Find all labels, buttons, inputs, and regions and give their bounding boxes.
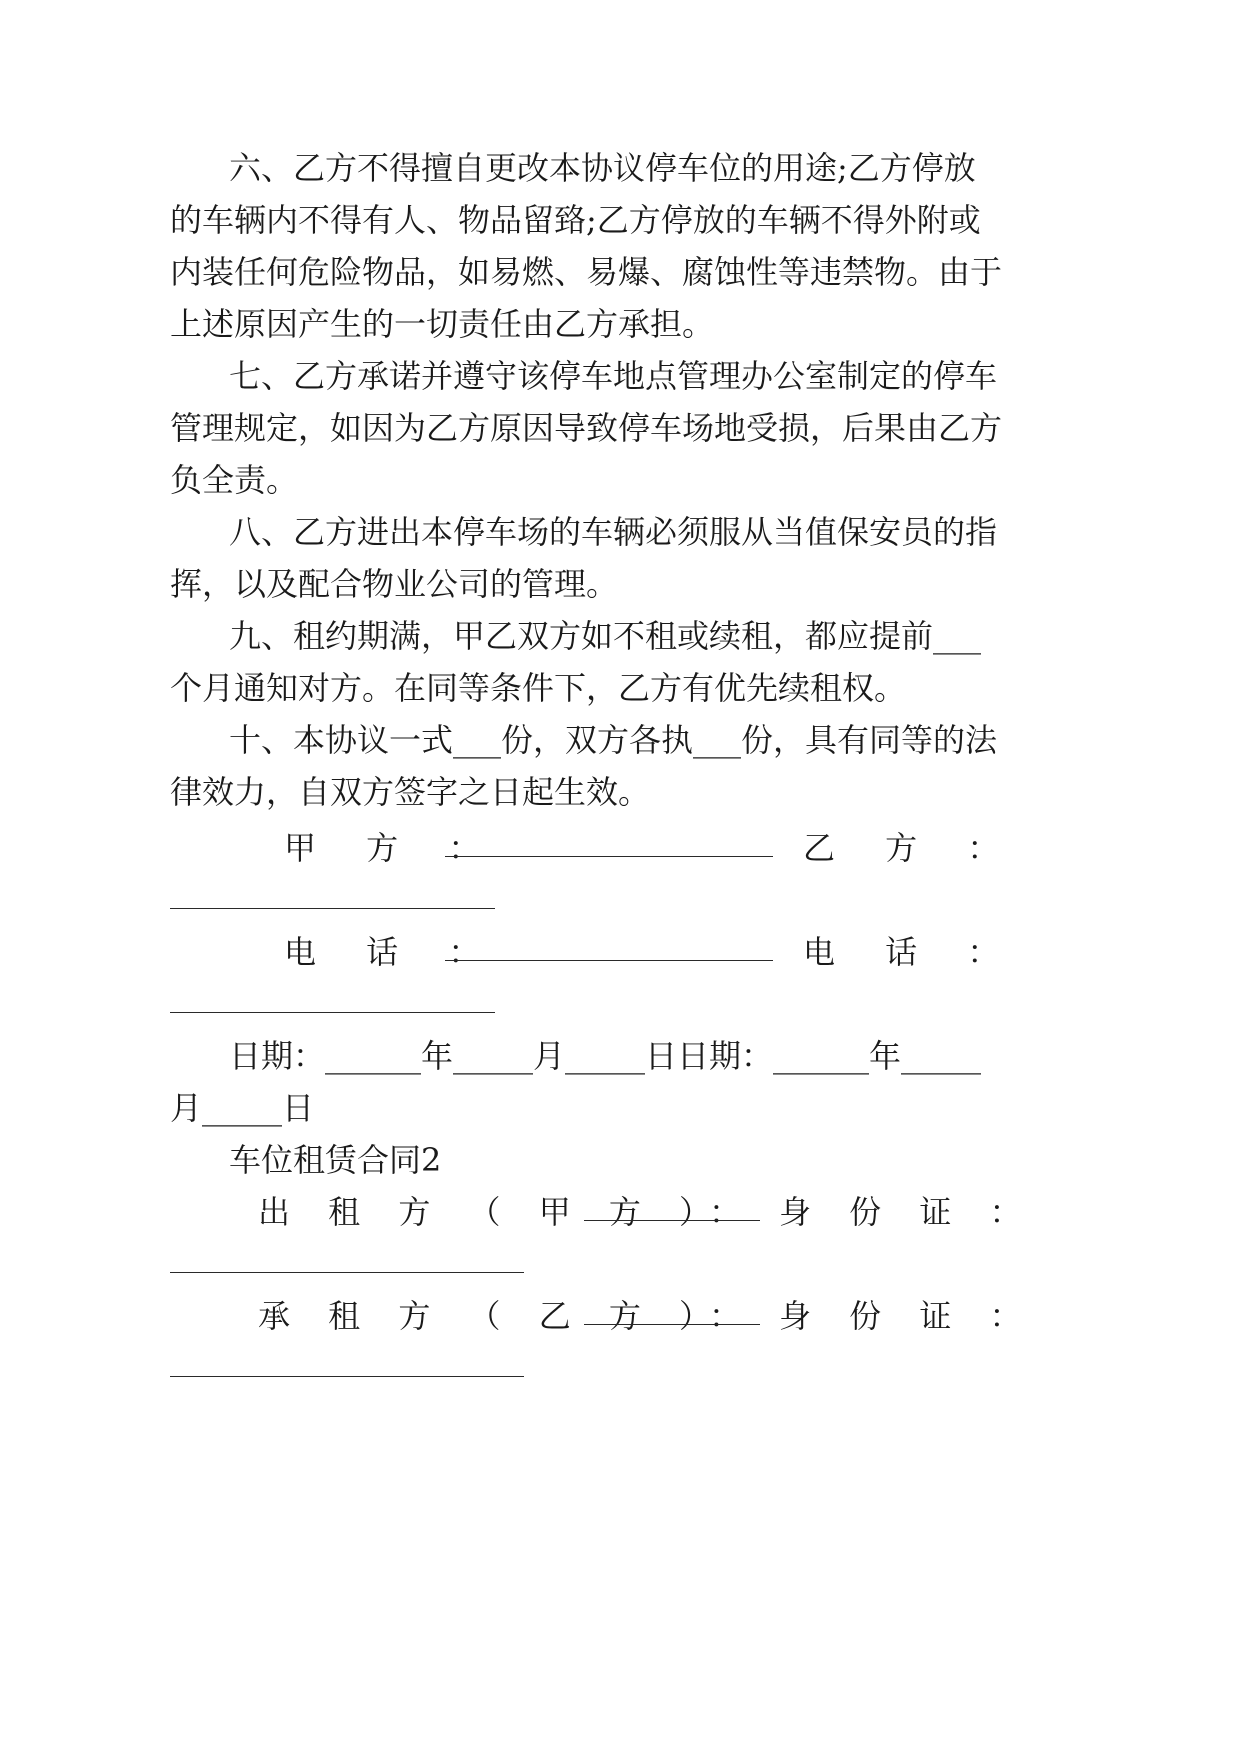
lessee-id-label: 身 份 证 ： — [779, 1297, 1036, 1335]
clause-8-line-2: 挥，以及配合物业公司的管理。 — [170, 565, 619, 603]
party-b-label: 乙 方 ： — [803, 829, 1020, 867]
phone-b-label: 电 话 ： — [803, 933, 1020, 971]
clause-7-line-1: 七、乙方承诺并遵守该停车地点管理办公室制定的停车 — [229, 357, 998, 395]
clause-6-line-2: 的车辆内不得有人、物品留臵;乙方停放的车辆不得外附或 — [170, 201, 981, 239]
clause-7-line-3: 负全责。 — [170, 461, 299, 499]
lessor-id-blank[interactable] — [170, 1272, 524, 1273]
phone-a-label: 电 话 ： — [284, 933, 501, 971]
clause-10-line-1: 十、本协议一式___份，双方各执___份，具有同等的法 — [229, 721, 998, 759]
lessee-label: 承 租 方 （ 乙 方 ）： — [258, 1297, 756, 1335]
lessor-name-blank[interactable] — [584, 1220, 760, 1221]
contract-2-title: 车位租赁合同2 — [229, 1141, 442, 1179]
date-line-2: 月_____日 — [170, 1089, 315, 1127]
clause-9-line-2: 个月通知对方。在同等条件下，乙方有优先续租权。 — [170, 669, 907, 707]
clause-6-line-1: 六、乙方不得擅自更改本协议停车位的用途;乙方停放 — [229, 149, 976, 187]
party-a-label: 甲 方 ： — [284, 829, 501, 867]
party-a-signature-blank[interactable] — [445, 856, 773, 857]
clause-10-line-2: 律效力，自双方签字之日起生效。 — [170, 773, 651, 811]
clause-8-line-1: 八、乙方进出本停车场的车辆必须服从当值保安员的指 — [229, 513, 998, 551]
party-b-signature-blank[interactable] — [170, 908, 495, 909]
clause-6-line-3: 内装任何危险物品，如易燃、易爆、腐蚀性等违禁物。由于 — [170, 253, 1003, 291]
phone-a-blank[interactable] — [445, 960, 773, 961]
date-line-1: 日期：______年_____月_____日日期：______年_____ — [229, 1037, 982, 1075]
lessee-id-blank[interactable] — [170, 1376, 524, 1377]
clause-6-line-4: 上述原因产生的一切责任由乙方承担。 — [170, 305, 715, 343]
clause-7-line-2: 管理规定，如因为乙方原因导致停车场地受损，后果由乙方 — [170, 409, 1003, 447]
lessor-id-label: 身 份 证 ： — [779, 1193, 1036, 1231]
lessee-name-blank[interactable] — [584, 1324, 760, 1325]
lessor-label: 出 租 方 （ 甲 方 ）： — [258, 1193, 756, 1231]
phone-b-blank[interactable] — [170, 1012, 495, 1013]
clause-9-line-1: 九、租约期满，甲乙双方如不租或续租，都应提前___ — [229, 617, 982, 655]
